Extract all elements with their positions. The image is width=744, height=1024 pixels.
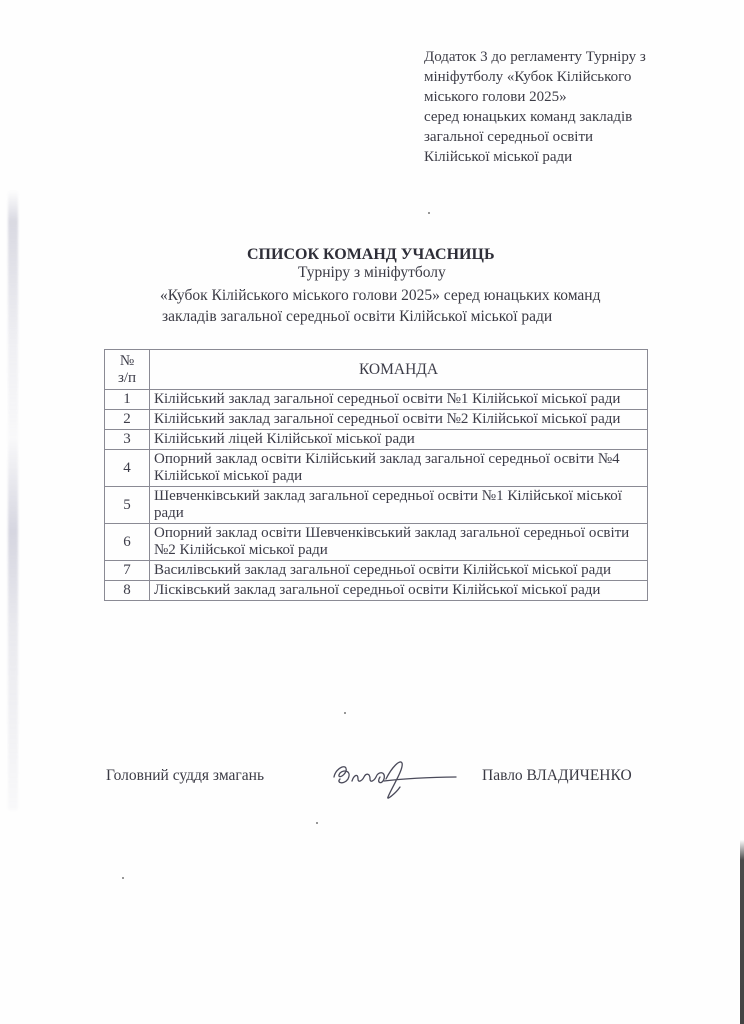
row-number: 8: [105, 581, 150, 601]
teams-table: [104, 349, 648, 601]
row-number: 1: [105, 390, 150, 410]
row-number: 5: [105, 487, 150, 524]
scan-speck: [428, 212, 430, 214]
scan-speck: [122, 877, 124, 879]
row-team: Опорний заклад освіти Шевченківський заклад загальної середньої освіти №2 Кілійської міської ради: [150, 524, 648, 561]
row-team: Шевченківський заклад загальної середньої освіти №1 Кілійської міської ради: [150, 487, 648, 524]
appendix-line: загальної середньої освіти: [424, 129, 594, 145]
subtitle-line-2: «Кубок Кілійського міського голови 2025» серед юнацьких команд: [160, 287, 601, 304]
subtitle-line-3: закладів загальної середньої освіти Кілійської міської ради: [162, 308, 553, 325]
appendix-line: мініфутболу «Кубок Кілійського: [424, 69, 632, 85]
document-title: СПИСОК КОМАНД УЧАСНИЦЬ: [247, 246, 495, 263]
table-row: [105, 410, 648, 430]
subtitle-line-1: Турніру з мініфутболу: [298, 264, 446, 281]
table-header-row: [105, 350, 648, 390]
row-number: 2: [105, 410, 150, 430]
header-number: [105, 350, 150, 390]
row-team: Кілійський заклад загальної середньої освіти №2 Кілійської міської ради: [150, 410, 648, 430]
header-number-symbol: №: [119, 352, 135, 369]
table-row: [105, 524, 648, 561]
scan-speck: [344, 712, 346, 714]
scan-speck: [316, 822, 318, 824]
header-team: КОМАНДА: [150, 350, 648, 390]
appendix-line: міського голови 2025»: [424, 89, 567, 105]
row-number: 4: [105, 450, 150, 487]
appendix-line: Додаток 3 до регламенту Турніру з: [424, 49, 646, 65]
appendix-line: Кілійської міської ради: [424, 149, 573, 165]
signature-role: Головний суддя змагань: [106, 767, 265, 784]
table-row: [105, 487, 648, 524]
row-number: 6: [105, 524, 150, 561]
row-team: Василівський заклад загальної середньої освіти Кілійської міської ради: [150, 561, 648, 581]
signature-icon: [330, 757, 460, 805]
row-team: Лісківський заклад загальної середньої освіти Кілійської міської ради: [150, 581, 648, 601]
scan-shadow-left: [8, 190, 18, 810]
row-team: Кілійський заклад загальної середньої освіти №1 Кілійської міської ради: [150, 390, 648, 410]
signature-block: [0, 765, 744, 805]
table-row: [105, 561, 648, 581]
scan-edge-right: [740, 0, 744, 1024]
row-team: Опорний заклад освіти Кілійський заклад загальної середньої освіти №4 Кілійської міської ради: [150, 450, 648, 487]
row-number: 7: [105, 561, 150, 581]
table-row: [105, 450, 648, 487]
table-row: [105, 390, 648, 410]
appendix-note: [424, 47, 724, 167]
row-team: Кілійський ліцей Кілійської міської ради: [150, 430, 648, 450]
row-number: 3: [105, 430, 150, 450]
appendix-line: серед юнацьких команд закладів: [424, 109, 633, 125]
signatory-name: Павло ВЛАДИЧЕНКО: [482, 767, 632, 784]
header-number-abbr: з/п: [117, 369, 137, 386]
table-row: [105, 430, 648, 450]
table-row: [105, 581, 648, 601]
